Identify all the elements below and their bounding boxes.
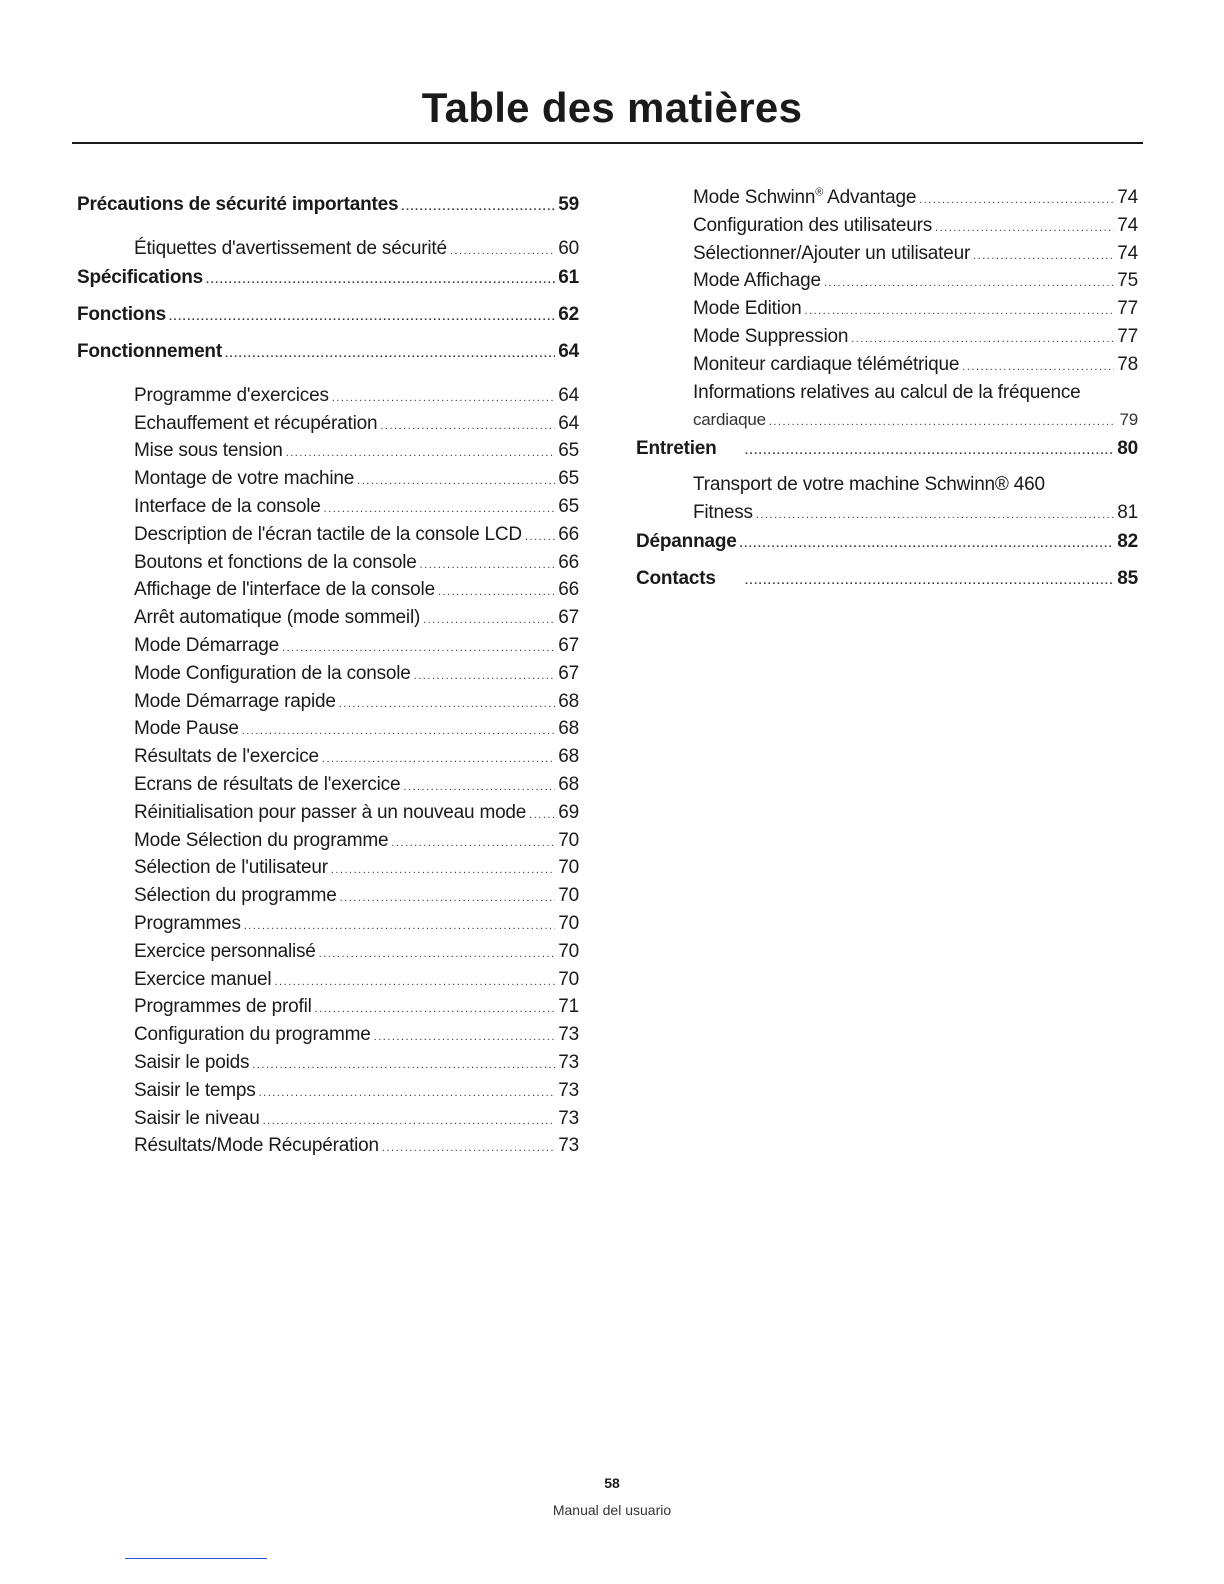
toc-entry-page: 66 — [558, 523, 579, 545]
toc-entry-label: Informations relatives au calcul de la fréquence — [693, 381, 1081, 403]
toc-entry-page: 69 — [558, 801, 579, 823]
toc-entry-page: 59 — [558, 194, 579, 215]
toc-entry-label: Programme d'exercices — [134, 384, 329, 406]
toc-entry[interactable] — [636, 184, 1138, 212]
toc-leader-dots — [259, 1080, 556, 1108]
toc-entry-page: 73 — [558, 1107, 579, 1129]
toc-section-depannage[interactable] — [636, 527, 1138, 564]
toc-entry-page: 73 — [558, 1051, 579, 1073]
toc-leader-dots — [769, 409, 1117, 437]
toc-section-entry[interactable] — [77, 300, 579, 337]
toc-leader-dots — [274, 969, 555, 997]
toc-leader-dots — [206, 265, 555, 295]
footer-corner-line — [125, 1558, 267, 1559]
toc-leader-dots — [391, 830, 555, 858]
toc-entry[interactable] — [77, 410, 579, 438]
toc-leader-dots — [315, 996, 556, 1024]
toc-entry-page: 60 — [558, 238, 579, 259]
toc-entry-page: 65 — [558, 495, 579, 517]
toc-entry-wrapped-line1[interactable] — [636, 379, 1138, 407]
toc-leader-dots — [401, 192, 555, 222]
toc-entry-label: Description de l'écran tactile de la console LCD — [134, 523, 522, 545]
toc-entry-label: Fonctions — [77, 303, 166, 325]
toc-entry-wrapped-line2[interactable] — [636, 406, 1138, 434]
toc-entry[interactable] — [77, 1105, 579, 1133]
toc-entry[interactable] — [77, 993, 579, 1021]
toc-entry-label: Mode Démarrage rapide — [134, 690, 336, 712]
toc-leader-dots — [332, 385, 555, 413]
toc-entry[interactable] — [636, 212, 1138, 240]
toc-entry-label-continued: cardiaque — [693, 410, 766, 430]
toc-entry-page: 64 — [558, 412, 579, 434]
toc-entry-label: Sélectionner/Ajouter un utilisateur — [693, 242, 971, 264]
toc-entry-label: Configuration des utilisateurs — [693, 214, 933, 236]
toc-entry-page: 73 — [558, 1135, 579, 1157]
toc-entry-page: 68 — [558, 746, 579, 768]
toc-leader-dots — [935, 215, 1114, 243]
toc-entry[interactable] — [77, 966, 579, 994]
toc-entry-label: Saisir le temps — [134, 1079, 256, 1101]
toc-entry[interactable] — [636, 240, 1138, 268]
toc-entry[interactable] — [77, 1021, 579, 1049]
toc-entry-page: 74 — [1117, 187, 1138, 208]
toc-leader-dots — [282, 635, 555, 663]
footer-manual-label: Manual del usuario — [552, 1502, 672, 1518]
toc-entry-label: Mode Sélection du programme — [134, 829, 389, 851]
toc-entry-label: Interface de la console — [134, 495, 321, 517]
toc-entry[interactable] — [77, 771, 579, 799]
toc-section-entry[interactable] — [77, 263, 579, 300]
toc-entry[interactable] — [77, 1077, 579, 1105]
toc-entry[interactable] — [77, 549, 579, 577]
toc-entry-page: 81 — [1117, 501, 1138, 523]
toc-entry-label: Spécifications — [77, 266, 204, 288]
toc-entry-page: 66 — [558, 579, 579, 601]
toc-entry[interactable] — [77, 799, 579, 827]
toc-leader-dots — [382, 1135, 555, 1163]
toc-entry-label: Transport de votre machine Schwinn® 460 — [693, 474, 1045, 496]
toc-right-column — [636, 184, 1138, 601]
toc-entry-label: Programmes de profil — [134, 996, 312, 1018]
toc-entry-page: 66 — [558, 551, 579, 573]
toc-entry-label: Programmes — [134, 912, 241, 934]
toc-entry-page: 73 — [558, 1079, 579, 1101]
toc-entry-page: 64 — [558, 340, 579, 362]
toc-leader-dots — [919, 187, 1114, 215]
toc-entry-page: 78 — [1117, 353, 1138, 375]
toc-entry-page: 67 — [558, 662, 579, 684]
toc-entry[interactable] — [77, 827, 579, 855]
toc-leader-dots — [242, 718, 556, 746]
toc-entry-page: 65 — [558, 468, 579, 490]
toc-entry-page: 68 — [558, 718, 579, 740]
toc-entry[interactable] — [77, 938, 579, 966]
toc-leader-dots — [319, 941, 556, 969]
toc-entry-wrapped-line2[interactable] — [636, 499, 1138, 527]
toc-entry-page: 67 — [558, 634, 579, 656]
toc-leader-dots — [324, 496, 556, 524]
toc-leader-dots — [529, 802, 555, 830]
toc-leader-dots — [380, 413, 555, 441]
toc-entry-label: Mode Suppression — [693, 325, 849, 347]
toc-entry[interactable] — [77, 521, 579, 549]
toc-entry-label: Fonctionnement — [77, 340, 222, 362]
toc-entry-page: 82 — [1117, 530, 1138, 552]
toc-entry-page: 65 — [558, 440, 579, 462]
toc-entry-page: 64 — [558, 384, 579, 406]
toc-entry[interactable] — [77, 882, 579, 910]
toc-entry-page: 70 — [558, 968, 579, 990]
toc-leader-dots — [525, 524, 555, 552]
toc-entry[interactable] — [77, 604, 579, 632]
toc-entry-label: Saisir le niveau — [134, 1107, 260, 1129]
toc-entry-label: Ecrans de résultats de l'exercice — [134, 773, 401, 795]
toc-entry[interactable] — [77, 715, 579, 743]
toc-entry-label: Mode Schwinn® Advantage — [693, 186, 917, 208]
toc-entry-page: 70 — [558, 912, 579, 934]
toc-leader-dots — [438, 579, 555, 607]
toc-leader-dots — [322, 746, 555, 774]
toc-entry-page: 71 — [558, 996, 579, 1018]
toc-leader-dots — [403, 774, 555, 802]
toc-entry[interactable] — [77, 743, 579, 771]
toc-entry-page: 74 — [1117, 214, 1138, 236]
toc-entry-label: Mode Configuration de la console — [134, 662, 411, 684]
toc-entry[interactable] — [636, 295, 1138, 323]
toc-entry-label: Mode Edition — [693, 298, 802, 320]
toc-entry-label: Saisir le poids — [134, 1051, 250, 1073]
toc-leader-dots — [973, 243, 1114, 271]
toc-entry-page: 67 — [558, 607, 579, 629]
toc-leader-dots — [340, 885, 556, 913]
registered-mark: ® — [815, 186, 824, 199]
toc-entry-label: Exercice manuel — [134, 968, 272, 990]
toc-entry[interactable] — [77, 1049, 579, 1077]
toc-leader-dots — [824, 270, 1114, 298]
toc-entry-label: Moniteur cardiaque télémétrique — [693, 353, 960, 375]
toc-entry[interactable] — [636, 323, 1138, 351]
title-divider — [72, 142, 1143, 144]
toc-entry-page: 75 — [1117, 270, 1138, 292]
toc-leader-dots — [357, 468, 555, 496]
toc-entry-label: Mode Affichage — [693, 270, 821, 292]
toc-entry-page: 70 — [558, 940, 579, 962]
toc-entry-label-continued: Fitness — [693, 501, 753, 523]
toc-leader-dots — [339, 691, 556, 719]
toc-entry[interactable] — [77, 235, 579, 263]
toc-leader-dots — [745, 436, 1114, 466]
toc-entry-page: 61 — [558, 266, 579, 288]
toc-entry-page: 77 — [1117, 298, 1138, 320]
toc-entry[interactable] — [77, 437, 579, 465]
toc-entry-label: Résultats/Mode Récupération — [134, 1135, 379, 1157]
toc-entry-page: 70 — [558, 829, 579, 851]
toc-entry-page: 62 — [558, 303, 579, 325]
toc-entry-page: 68 — [558, 690, 579, 712]
toc-entry[interactable] — [77, 688, 579, 716]
toc-entry[interactable] — [77, 660, 579, 688]
toc-entry-page: 70 — [558, 857, 579, 879]
toc-entry-label: Exercice personnalisé — [134, 940, 316, 962]
toc-section-entry[interactable] — [77, 190, 579, 227]
toc-entry-label: Echauffement et récupération — [134, 412, 378, 434]
toc-entry[interactable] — [636, 351, 1138, 379]
toc-entry-label: Précautions de sécurité importantes — [77, 194, 399, 215]
toc-entry-label: Sélection de l'utilisateur — [134, 857, 328, 879]
toc-entry-label: Étiquettes d'avertissement de sécurité — [134, 238, 447, 259]
toc-entry-page: 70 — [558, 885, 579, 907]
toc-leader-dots — [745, 566, 1114, 596]
toc-entry-wrapped-line1[interactable] — [636, 471, 1138, 499]
toc-leader-dots — [450, 238, 555, 266]
toc-leader-dots — [244, 913, 556, 941]
toc-entry-label: Boutons et fonctions de la console — [134, 551, 417, 573]
toc-leader-dots — [286, 440, 556, 468]
toc-leader-dots — [414, 663, 556, 691]
toc-entry[interactable] — [636, 267, 1138, 295]
toc-section-entretien[interactable] — [636, 434, 1138, 471]
page-title: Table des matières — [421, 84, 803, 131]
toc-entry[interactable] — [77, 632, 579, 660]
toc-leader-dots — [740, 529, 1115, 559]
toc-leader-dots — [252, 1052, 555, 1080]
toc-entry-page: 77 — [1117, 325, 1138, 347]
toc-leader-dots — [225, 339, 555, 369]
toc-entry[interactable] — [77, 576, 579, 604]
toc-section-entry[interactable] — [77, 337, 579, 374]
toc-entry-label: Contacts — [636, 567, 716, 589]
toc-entry-page: 80 — [1117, 438, 1138, 460]
toc-leader-dots — [805, 298, 1115, 326]
toc-entry-page: 85 — [1117, 567, 1138, 589]
toc-section-contacts[interactable] — [636, 564, 1138, 601]
toc-entry-label: Mise sous tension — [134, 440, 283, 462]
toc-entry-page: 73 — [558, 1024, 579, 1046]
toc-entry-page: 68 — [558, 773, 579, 795]
toc-leader-dots — [331, 857, 555, 885]
toc-leader-dots — [756, 502, 1114, 530]
toc-entry[interactable] — [77, 465, 579, 493]
toc-entry[interactable] — [77, 910, 579, 938]
toc-entry-label: Mode Pause — [134, 718, 239, 740]
toc-entry-label: Montage de votre machine — [134, 468, 355, 490]
toc-left-column — [77, 190, 579, 1160]
toc-entry[interactable] — [77, 854, 579, 882]
toc-entry-label: Entretien — [636, 438, 717, 460]
toc-entry-label: Dépannage — [636, 530, 737, 552]
toc-entry-label: Mode Démarrage — [134, 634, 280, 656]
toc-leader-dots — [420, 552, 556, 580]
toc-leader-dots — [851, 326, 1114, 354]
toc-entry-label: Affichage de l'interface de la console — [134, 579, 435, 601]
page-number: 58 — [604, 1475, 620, 1491]
toc-leader-dots — [263, 1108, 556, 1136]
toc-entry-label: Résultats de l'exercice — [134, 746, 319, 768]
toc-entry-label: Configuration du programme — [134, 1024, 371, 1046]
toc-entry-label: Arrêt automatique (mode sommeil) — [134, 607, 421, 629]
toc-entry-label: Sélection du programme — [134, 885, 337, 907]
toc-entry-page: 74 — [1117, 242, 1138, 264]
toc-leader-dots — [374, 1024, 556, 1052]
toc-leader-dots — [423, 607, 555, 635]
toc-entry-label: Réinitialisation pour passer à un nouveau mode — [134, 801, 527, 823]
toc-leader-dots — [169, 302, 555, 332]
toc-leader-dots — [962, 354, 1114, 382]
toc-entry[interactable] — [77, 1132, 579, 1160]
toc-entry[interactable] — [77, 493, 579, 521]
toc-entry[interactable] — [77, 382, 579, 410]
toc-entry-page: 79 — [1119, 410, 1138, 430]
